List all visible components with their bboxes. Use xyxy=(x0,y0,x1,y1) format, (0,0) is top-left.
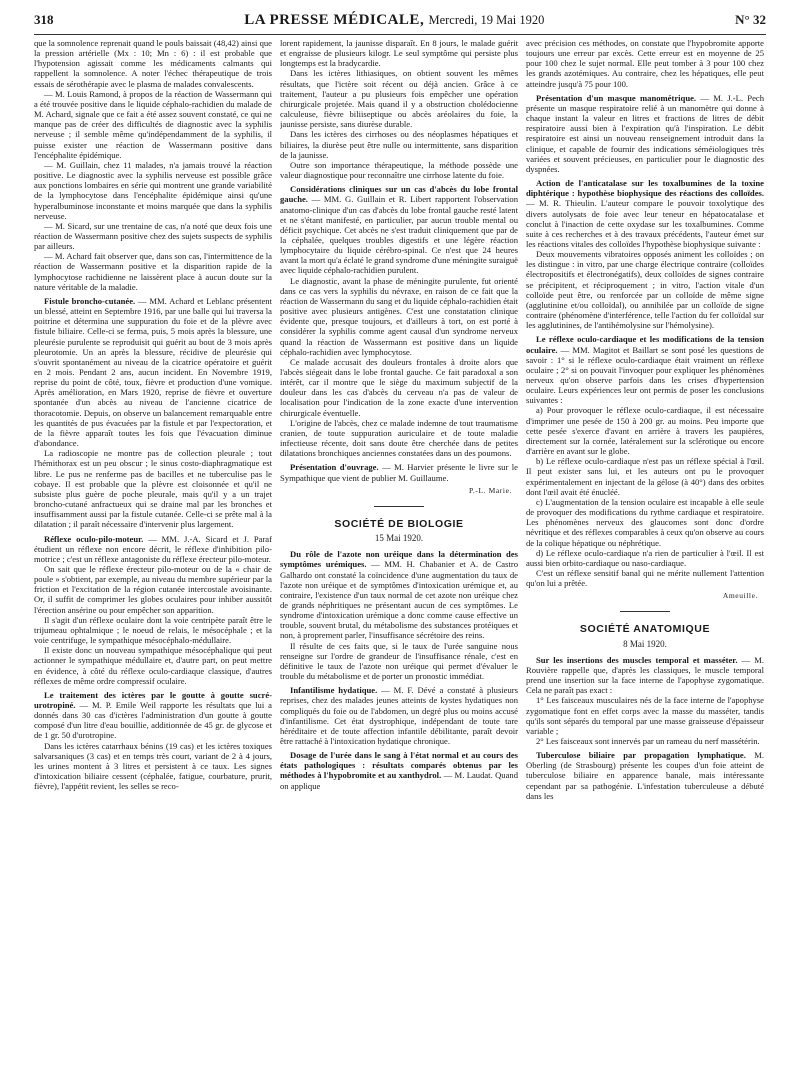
article-paragraph: d) Le réflexe oculo-cardiaque n'a rien de particulier à l'œil. Il est aussi bien orbito-cardiaque ou naso-cardiaque. xyxy=(526,547,764,568)
article-paragraph: c) L'augmentation de la tension oculaire est incapable à elle seule de provoquer des modifications du rythme cardiaque et respiratoire. Les phénomènes nerveux des glaucomes sont donc d'ordre névritique et des réflexes comparables à ceux qu'on observe au cours de la colique hépatique ou néphrétique. xyxy=(526,496,764,548)
issue-date: Mercredi, 19 Mai 1920 xyxy=(428,13,545,27)
page-header xyxy=(34,12,766,35)
article-columns xyxy=(34,38,766,1074)
article-heading: Fistule broncho-cutanée. xyxy=(44,295,136,306)
article-paragraph: On sait que le réflexe érecteur pilo-moteur ou de la « chair de poule » s'obtient, par exemple, au niveau du membre supérieur par la friction et l'excitation de la région cutanée intercostale avoisinante. Or, il suffit de comprimer les globes oculaires pour inhiber aussitôt l'érection ansérine ou pour empêcher son apparition. xyxy=(34,563,272,615)
article-paragraph-headed: Infantilisme hydatique. — M. F. Dévé a constaté à plusieurs reprises, chez des malades jeunes atteints de kystes hydatiques non compliqués du foie ou de l'abdomen, un degré plus ou moins accusé d'infantilisme. Cet état dystrophique, indépendant de toute tare héréditaire et de toute affection infantile débilitante, paraît devoir être rattaché à l'intoxication hydatique chronique. xyxy=(280,685,518,746)
journal-title: LA PRESSE MÉDICALE, xyxy=(244,12,425,28)
article-heading: Dosage de l'urée dans le sang à l'état normal et au cours des états pathologiques : résultats comparés obtenus par les méthodes à l'hypobromite et au xanthydrol. xyxy=(280,750,518,781)
article-paragraph-headed: Présentation d'ouvrage. — M. Harvier présente le livre sur le Sympathique que vient de publier M. Guillaume. xyxy=(280,462,518,483)
section-date: 15 Mai 1920. xyxy=(374,533,424,544)
author-signature: P.-L. Marie. xyxy=(468,485,512,495)
article-heading: Tuberculose biliaire par propagation lymphatique. xyxy=(536,750,746,761)
article-paragraph-headed: Dosage de l'urée dans le sang à l'état normal et au cours des états pathologiques : résultats comparés obtenus par les méthodes à l'hypobromite et au xanthydrol. — M. Laudat. Quand on applique xyxy=(280,750,518,791)
article-heading: Présentation d'un masque manométrique. xyxy=(536,92,697,103)
article-paragraph: L'origine de l'abcès, chez ce malade indemne de tout traumatisme cranien, de toute suppuration auriculaire et de toute maladie infectieuse récente, doit sans doute être cherchée dans de petites dilatations bronchiques anciennes constatées dans un des poumons. xyxy=(280,417,518,459)
article-heading: Du rôle de l'azote non uréique dans la détermination des symptômes urémiques. xyxy=(280,549,518,570)
article-heading: Le traitement des ictères par le goutte à goutte sucré-urotropiné. xyxy=(34,689,272,710)
article-paragraph: La radioscopie ne montre pas de collection pleurale ; tout l'hémithorax est un peu obscur ; le sinus costo-diaphragmatique est libre. Le pus ne renferme pas de bacilles et ne tuberculise pas le cobaye. Il est probable que la plèvre est cloisonnée et qu'il ne subsiste plus guère de poche pleurale, mais qu'il y a un trajet broncho-cutané anfractueux qui se draine mal par les bronches et insuffisamment aussi par la fistule cutanée. Celle-ci se prête mal à la dilatation ; il paraît nécessaire d'intervenir plus largement. xyxy=(34,448,272,530)
article-paragraph: — M. Guillain, chez 11 malades, n'a jamais trouvé la réaction positive. Le diagnostic avec la syphilis nerveuse est possible grâce aux ponctions lombaires en série qui montrent une grande variabilité de la lymphocytose dans l'encéphalite épidémique ainsi qu'une hyperalbuminose inconstante et moins marquée que dans la syphilis nerveuse. xyxy=(34,159,272,221)
article-paragraph: — M. Achard fait observer que, dans son cas, l'intermittence de la réaction de Wassermann positive et la disparition rapide de la lymphocytose rachidienne ne laissèrent place à aucun doute sur la nature véritable de la maladie. xyxy=(34,251,272,292)
article-heading: Présentation d'ouvrage. xyxy=(290,462,379,473)
section-title: SOCIÉTÉ ANATOMIQUE xyxy=(579,623,711,636)
article-paragraph: lorent rapidement, la jaunisse disparaît. En 8 jours, le malade guérit et engraisse de plusieurs kilogr. Le seul symptôme qui persiste plus longtemps est la bradycardie. xyxy=(280,38,518,69)
section-divider xyxy=(620,611,670,612)
article-paragraph: Dans les ictères catarrhaux bénins (19 cas) et les ictères toxiques salvarsaniques (3 cas) et en temps très court, variant de 2 à 4 jours, les urines montent à 3 litres et persistent à ce taux. Les signes d'intoxication biliaire cessent (céphalée, fatigue, courbature, prurit, fièvre), l'appétit revient, les selles se reco- xyxy=(34,740,272,792)
article-paragraph: — M. Sicard, sur une trentaine de cas, n'a noté que deux fois une réaction de Wassermann positive chez des sujets suspects de syphilis par ailleurs. xyxy=(34,220,272,252)
article-heading: Infantilisme hydatique. xyxy=(290,685,378,696)
article-heading: Action de l'anticatalase sur les toxalbumines de la toxine diphtérique : hypothèse biophysique des réactions des colloïdes. xyxy=(526,178,764,199)
author-signature: Ameuille. xyxy=(722,591,758,601)
section-date: 8 Mai 1920. xyxy=(623,638,667,649)
article-paragraph: Dans les ictères des cirrhoses ou des néoplasmes hépatiques et biliaires, la diurèse peut être nulle ou intermittente, sans disparition de la jaunisse. xyxy=(280,129,518,160)
article-paragraph: Il s'agit d'un réflexe oculaire dont la voie centripète paraît être le trijumeau ophtalmique ; le noeud de relais, le mésocéphale ; et la voie centrifuge, le sympathique mésocéphalo-médullaire. xyxy=(34,614,272,646)
article-heading: Considérations cliniques sur un cas d'abcès du lobe frontal gauche. xyxy=(280,184,518,205)
article-paragraph-headed: Sur les insertions des muscles temporal et masséter. — M. Rouvière rappelle que, d'après les classiques, le muscle temporal prend une insertion sur la face interne de l'apophyse zygomatique. Cela ne paraît pas exact : xyxy=(526,654,764,696)
section-title: SOCIÉTÉ DE BIOLOGIE xyxy=(334,517,464,530)
article-paragraph: Le diagnostic, avant la phase de méningite purulente, fut orienté dans ce cas vers la syphilis du névraxe, en raison de ce fait que la réaction de Wassermann du sang et du liquide céphalo-rachidien était positive avec plusieurs antigènes. C'est une constatation clinique évidente que, presque toujours, et d'ailleurs à tort, on est porté à considérer la syphilis comme agent causal d'un syndrome nerveux quand la réaction de Wassermann est positive dans un liquide céphalo-rachidien avec lymphocytose. xyxy=(280,275,518,357)
article-paragraph: Outre son importance thérapeutique, la méthode possède une valeur diagnostique pour reconnaître une cirrhose latente du foie. xyxy=(280,159,518,181)
section-divider xyxy=(374,506,424,507)
masthead xyxy=(244,12,544,29)
article-paragraph: Dans les ictères lithiasiques, on obtient souvent les mêmes résultats, que l'ictère soit récent ou déjà ancien. Grâce à ce traitement, l'auteur a pu plusieurs fois empêcher une opération chirurgicale projetée. Mais quand il y a obstruction cholédocienne calculeuse, fièvre biliiseptique ou abcès aréolaires du foie, la jaunisse persiste, sans diurèse durable. xyxy=(280,68,518,130)
article-paragraph-headed: Présentation d'un masque manométrique. — M. J.-L. Pech présente un masque respiratoire relié à un manomètre qui donne à chaque instant la valeur en litres et fractions de litres de débit respiratoire aussi bien à l'expiration qu'à l'inspiration. Le débit respiratoire est ainsi un nouveau renseignement introduit dans la clinique, et capable de fournir des indications séméiologiques très variées et souvent précieuses, en particulier pour le diagnostic des dyspnées. xyxy=(526,92,764,174)
article-paragraph: avec précision ces méthodes, on constate que l'hypobromite apporte toujours une erreur par excès. Cette erreur est en moyenne de 25 pour 100 chez le sujet normal. Elle peut tomber à 3 pour 100 chez les grands azotémiques. Au contraire, chez les hépatiques, elle peut atteindre jusqu'à 75 pour 100. xyxy=(526,38,764,89)
article-heading: Réflexe oculo-pilo-moteur. xyxy=(44,533,144,544)
issue-number: N° 32 xyxy=(735,12,766,27)
article-paragraph-headed: Action de l'anticatalase sur les toxalbumines de la toxine diphtérique : hypothèse biophysique des réactions des colloïdes. — M. R. Thieulin. L'auteur compare le pouvoir toxolytique des divers autolysats de foie avec leur teneur en hépatocatalase et conclut à l'inaction de cette oxydase sur les toxalbumines. Comme suite à ces recherches et à des travaux précédents, l'auteur émet sur les réactions vitales des colloïdes l'hypothèse biophysique suivante : xyxy=(526,178,764,249)
article-paragraph-headed: Le traitement des ictères par le goutte à goutte sucré-urotropiné. — M. P. Emile Weil rapporte les résultats que lui a donnés dans 30 cas d'ictères l'administration d'un goutte à goutte composé d'un litre d'eau bouillie, additionnée de 45 gr. de glycose et de 1 gr. 50 d'urotropine. xyxy=(34,689,272,741)
article-paragraph-headed: Réflexe oculo-pilo-moteur. — MM. J.-A. Sicard et J. Paraf étudient un réflexe non encore décrit, le réflexe d'inhibition pilo-motrice ; c'est un réflexe antagoniste du réflexe érecteur pilo-moteur. xyxy=(34,533,272,564)
article-paragraph-headed: Tuberculose biliaire par propagation lymphatique. M. Oberling (de Strasbourg) présente les coupes d'un foie atteint de tuberculose biliaire en apparence banale, mais intéressante cependant par sa pathogénie. L'infestation tuberculeuse a débuté dans les xyxy=(526,750,764,801)
article-paragraph: b) Le réflexe oculo-cardiaque n'est pas un réflexe spécial à l'œil. Il peut exister sans lui, et les auteurs ont pu le provoquer expérimentalement en injectant de la gélose (à 40°) dans des orbites dont l'œil avait été énucléé. xyxy=(526,456,764,497)
column-1 xyxy=(34,38,272,1074)
article-heading: Le réflexe oculo-cardiaque et les modifications de la tension oculaire. xyxy=(526,334,764,355)
article-paragraph: — M. Louis Ramond, à propos de la réaction de Wassermann qui a été trouvée positive dans le liquide céphalo-rachidien du malade de M. Achard, signale que ce fait a été assez souvent constaté, ce qui ne manque pas de créer des difficultés de diagnostic avec la syphilis nerveuse ; il semble même qu'indépendamment de la syphilis, il puisse exister une réaction de Wassermann positive dans l'encéphalite épidémique. xyxy=(34,88,272,160)
article-paragraph: 1° Les faisceaux musculaires nés de la face interne de l'apophyse zygomatique font en effet corps avec la masse du masséter, tandis qu'ils sont séparés du temporal par une masse graisseuse d'épaisseur variable ; xyxy=(526,695,764,736)
article-paragraph: Il résulte de ces faits que, si le taux de l'urée sanguine nous renseigne sur l'ordre de grandeur de l'insuffisance rénale, c'est en définitive le taux de l'azote non uréique qui permet d'évaluer le trouble du métabolisme et de porter un pronostic immédiat. xyxy=(280,640,518,682)
article-heading: Sur les insertions des muscles temporal et masséter. xyxy=(536,654,738,665)
article-paragraph: que la somnolence reprenait quand le pouls baissait (48,42) ainsi que la pression artérielle (Mx : 10; Mn : 6) : il est probable que l'hypotension agissait comme les médicaments calmants qui rappellent la somnolence. A noter l'échec thérapeutique de trois essais de sérothérapie avec le plasma de malades convalescents. xyxy=(34,38,272,89)
article-paragraph-headed: Fistule broncho-cutanée. — MM. Achard et Leblanc présentent un blessé, atteint en Septembre 1916, par une balle qui lui traversa la poitrine et détermina une suppuration du foie et de la plèvre avec fistule biliaire. Celle-ci se ferma, puis, 5 mois après la blessure, une pleurésie purulente se reproduisit qui guérit au bout de 3 mois après pleurotomie. Un an après la blessure, récidive de pleurésie qui s'ouvrit spontanément au niveau de la cicatrice opératoire et guérit en 2 mois. Pendant 2 ans, aucun incident. En Novembre 1919, reprise du point de côté, toux, fièvre et production d'une vomique. Après amélioration, en Mars 1920, reprise de fièvre et ouverture spontanée d'un abcès au niveau de l'ancienne cicatrice de thoracotomie. Depuis, on observe un balancement remarquable entre les quantités de pus évacuées par la fistule et par l'expectoration, et de la fièvre apparaît toutes les fois que l'évacuation diminue d'abondance. xyxy=(34,295,272,449)
article-paragraph: Ce malade accusait des douleurs frontales à droite alors que l'abcès siégeait dans le lobe frontal gauche. Ce fait paradoxal a son intérêt, car il montre que le siège du maximum subjectif de la douleur dans les cas d'abcès du cerveau n'a pas de valeur de localisation pour l'indication de la zone exacte d'une intervention chirurgicale éventuelle. xyxy=(280,356,518,418)
article-paragraph-headed: Du rôle de l'azote non uréique dans la détermination des symptômes urémiques. — MM. H. Chabanier et A. de Castro Galhardo ont constaté la coïncidence d'une augmentation du taux de l'azote non uréique et de symptômes d'intoxication urémique et, au contraire, l'existence d'un taux normal de cet azote non uréique chez de grands néphritiques ne présentant aucun de ces symptômes. Le syndrome d'intoxication urémique a donc comme cause effective un trouble, souvent brutal, du métabolisme des substances protéiques et non, à proprement parler, l'insuffisance sécrétoire des reins. xyxy=(280,549,518,641)
article-paragraph-headed: Considérations cliniques sur un cas d'abcès du lobe frontal gauche. — MM. G. Guillain et R. Libert rapportent l'observation anatomo-clinique d'un cas d'abcès du lobe frontal gauche resté latent et ne s'étant manifesté, en particulier, par aucun trouble mental ou déficit psychique. Cet abcès ne s'est traduit cliniquement que par de la céphalée, quelques troubles digestifs et une légère réaction lymphocytaire du liquide cérébro-spinal. Ce n'est que 24 heures avant la mort qu'a éclaté le grand syndrome d'une méningite suraiguë avec liquide céphalo-rachidien purulent. xyxy=(280,184,518,276)
column-3 xyxy=(526,38,764,1074)
article-paragraph: Deux mouvements vibratoires opposés animent les colloïdes ; on les distingue : in vitro, par une charge électrique contraire (colloïdes électropositifs et électronégatifs), deux colloïdes de signes contraire se précipitent, et réciproquement ; in vitro, l'action vitale d'un colloïde peut être, ou renforcée par un colloïde de même signe (agglutinine et/ou colloïdal), ou annihilée par un colloïde de signe contraire (phénomène d'interférence, telle l'action du fer colloïdal sur les agglutinines, de l'antihémolysine sur l'hémolysine). xyxy=(526,249,764,331)
article-paragraph: a) Pour provoquer le réflexe oculo-cardiaque, il est nécessaire d'imprimer une pesée de 150 à 200 gr. au moins. Peu importe que cette pesée s'exerce d'avant en arrière à travers les paupières, directement sur la cornée, latéralement sur la sclérotique ou encore d'arrière en avant sur le globe. xyxy=(526,405,764,457)
article-paragraph: 2° Les faisceaux sont innervés par un rameau du nerf massétérin. xyxy=(536,736,760,746)
article-paragraph: C'est un réflexe sensitif banal qui ne mérite nullement l'attention qu'on lui a prêtée. xyxy=(526,567,764,589)
article-paragraph-headed: Le réflexe oculo-cardiaque et les modifications de la tension oculaire. — MM. Magitot et Baillart se sont posé les questions de savoir : 1° si le réflexe oculo-cardiaque était vraiment un réflexe oculaire ; 2° si on pouvait l'invoquer pour expliquer les phénomènes nerveux qu'on observe parfois dans les crises d'hypertension oculaire. Leurs expériences leur ont permis de poser les conclusions suivantes : xyxy=(526,334,764,406)
article-paragraph: Il existe donc un nouveau sympathique mésocéphalique qui peut actionner le sympathique médullaire et, d'autre part, on peut mettre en évidence, à côté du réflexe oculo-cardiaque classique, d'autres réflexes de même ordre compressif oculaire. xyxy=(34,645,272,686)
column-2 xyxy=(280,38,518,1074)
page-number: 318 xyxy=(34,12,54,27)
